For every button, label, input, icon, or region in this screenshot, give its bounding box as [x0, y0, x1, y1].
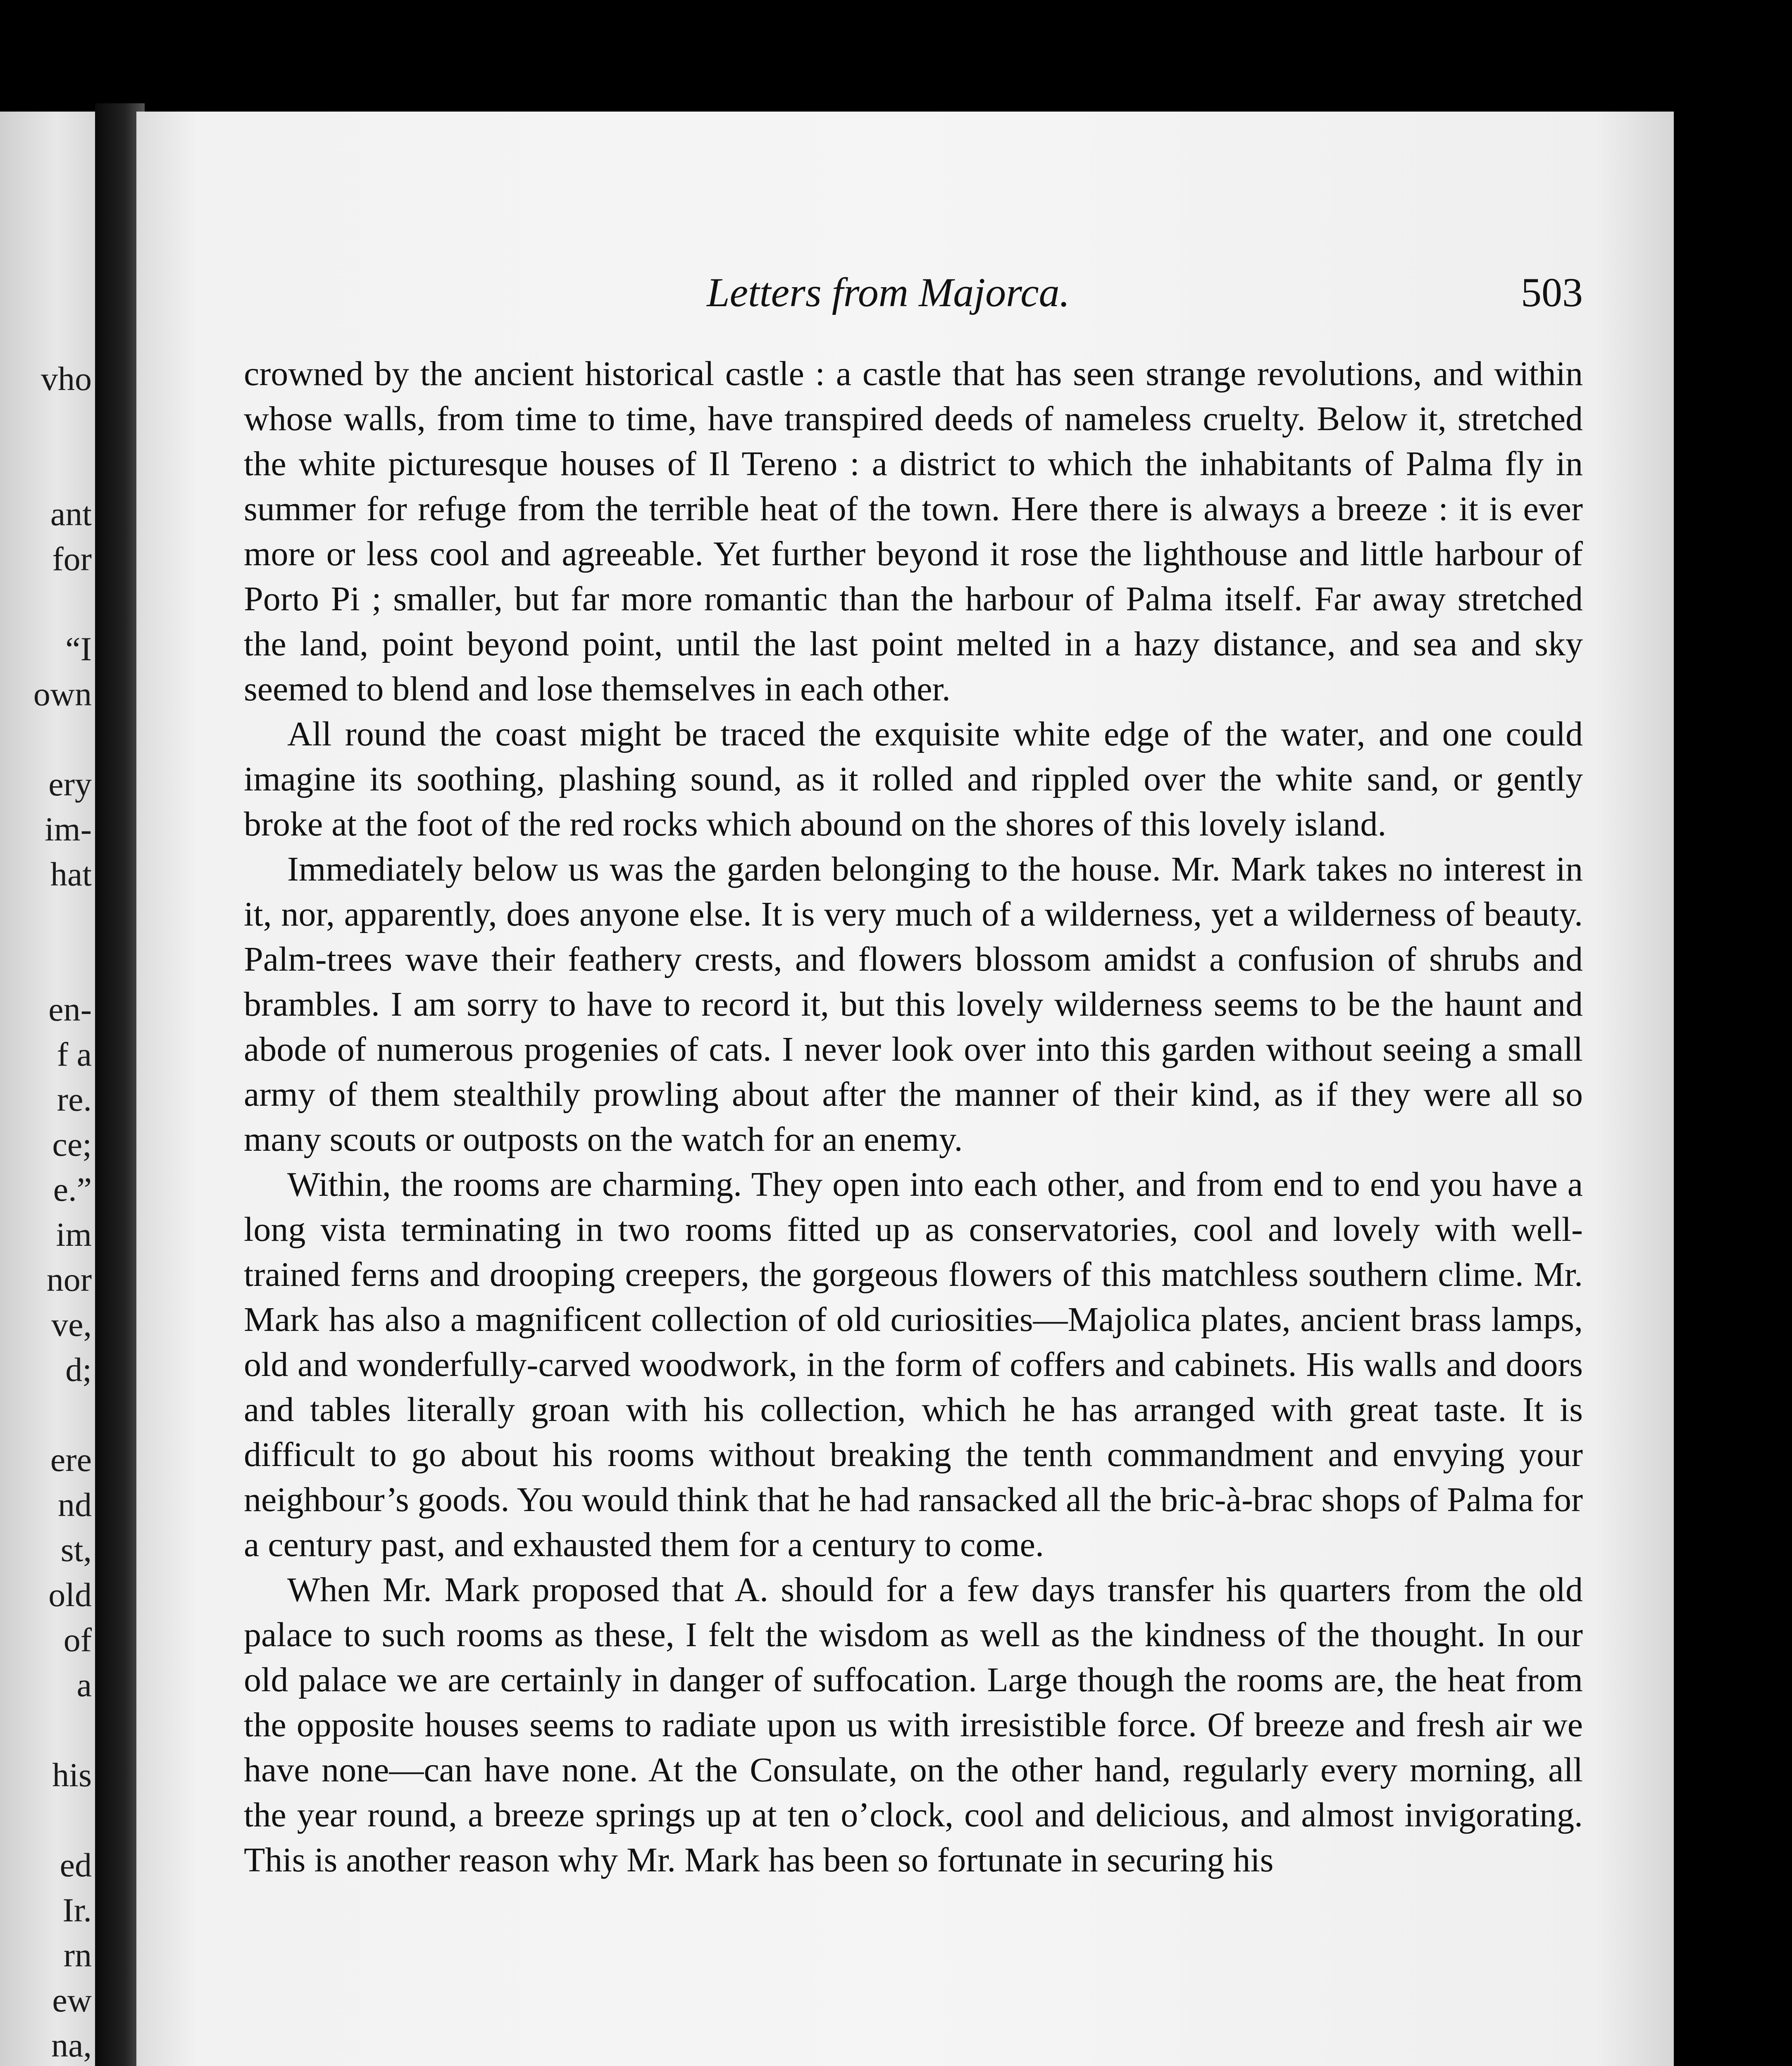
previous-page-fragment: ve,: [51, 1306, 92, 1343]
previous-page-fragment: re.: [57, 1081, 92, 1118]
previous-page-fragment: his: [52, 1756, 92, 1794]
previous-page-fragment: e.”: [53, 1171, 92, 1208]
page-number: 503: [1521, 269, 1583, 315]
previous-page-fragment: hat: [50, 855, 92, 893]
book-page: [136, 112, 1674, 2066]
previous-page-fragment: nor: [46, 1261, 92, 1298]
previous-page-fragment: a: [76, 1666, 92, 1704]
previous-page-fragment: own: [33, 675, 92, 713]
previous-page-fragment: f a: [57, 1035, 92, 1073]
previous-page-fragment: ce;: [52, 1126, 92, 1163]
paragraph-garden: Immediately below us was the garden belonging to the house. Mr. Mark takes no interest in it, nor, apparently, does anyone else. It is very much of a wilderness, yet a wilderness of beauty. Palm-trees wave their feathery crests, and flowers blossom amidst a confusion of shrubs and brambles. I am sorry to have to record it, but this lovely wilderness seems to be the haunt and abode of numerous progenies of cats. I never look over into this garden without seeing a small army of them stealthily prowling about after the manner of their kind, as if they were all so many scouts or outposts on the watch for an enemy.: [244, 850, 1583, 1159]
previous-page-edge: [0, 112, 95, 2066]
paragraph-coast: All round the coast might be traced the exquisite white edge of the water, and one could imagine its soothing, plashing sound, as it rolled and rippled over the white sand, or gently broke at the foot of the red rocks which abound on the shores of this lovely island.: [244, 715, 1583, 843]
previous-page-fragment: d;: [65, 1351, 92, 1388]
previous-page-fragment: ant: [50, 495, 92, 533]
paragraph-rooms: Within, the rooms are charming. They open into each other, and from end to end you have a long vista terminating in two rooms fitted up as conservatories, cool and lovely with well-trained ferns and drooping creepers, the gorgeous flowers of this matchless southern clime. Mr. Mark has also a magnificent collection of old curiosities—Majolica plates, ancient brass lamps, old and wonderfully-carved woodwork, in the form of coffers and cabinets. His walls and doors and tables literally groan with his collection, which he has arranged with great taste. It is difficult to go about his rooms without breaking the tenth commandment and envying your neighbour’s goods. You would think that he had ransacked all the bric-à-brac shops of Palma for a century past, and exhausted them for a century to come.: [244, 1165, 1583, 1564]
previous-page-fragment: of: [63, 1621, 92, 1659]
previous-page-fragment: ew: [52, 1981, 92, 2019]
previous-page-fragment: “I: [65, 630, 92, 668]
previous-page-fragment: im: [56, 1216, 92, 1253]
previous-page-fragment: im-: [45, 810, 92, 848]
previous-page-fragment: for: [52, 540, 92, 578]
page-header: [244, 269, 1583, 326]
previous-page-fragment: en-: [48, 990, 92, 1028]
previous-page-fragment: ere: [50, 1441, 92, 1478]
previous-page-fragment: ed: [60, 1846, 92, 1884]
previous-page-fragment: nd: [58, 1486, 92, 1523]
previous-page-fragment: st,: [60, 1531, 92, 1569]
paragraph-castle: crowned by the ancient historical castle : a castle that has seen strange revolutions, and within whose walls, from time to time, have transpired deeds of nameless cruelty. Below it, stretched the white picturesque houses of Il Tereno : a district to which the inhabitants of Palma fly in summer for refuge from the terrible heat of the town. Here there is always a breeze : it is ever more or less cool and agreeable. Yet further beyond it rose the lighthouse and little harbour of Porto Pi ; smaller, but far more romantic than the harbour of Palma itself. Far away stretched the land, point beyond point, until the last point melted in a hazy distance, and sea and sky seemed to blend and lose themselves in each other.: [244, 355, 1583, 708]
previous-page-fragment: na,: [51, 2026, 92, 2064]
previous-page-fragment: vho: [41, 360, 92, 397]
body-text: [244, 351, 1583, 1883]
previous-page-fragment: ery: [48, 765, 92, 803]
paragraph-consulate: When Mr. Mark proposed that A. should for a few days transfer his quarters from the old palace to such rooms as these, I felt the wisdom as well as the kindness of the thought. In our old palace we are certainly in danger of suffocation. Large though the rooms are, the heat from the opposite houses seems to radiate upon us with irresistible force. Of breeze and fresh air we have none—can have none. At the Consulate, on the other hand, regularly every morning, all the year round, a breeze springs up at ten o’clock, cool and delicious, and almost invigorating. This is another reason why Mr. Mark has been so fortunate in securing his: [244, 1571, 1583, 1879]
previous-page-fragment: rn: [63, 1936, 92, 1974]
previous-page-fragment: old: [48, 1576, 92, 1614]
previous-page-fragment: Ir.: [62, 1891, 92, 1929]
running-title: Letters from Majorca.: [707, 269, 1070, 315]
